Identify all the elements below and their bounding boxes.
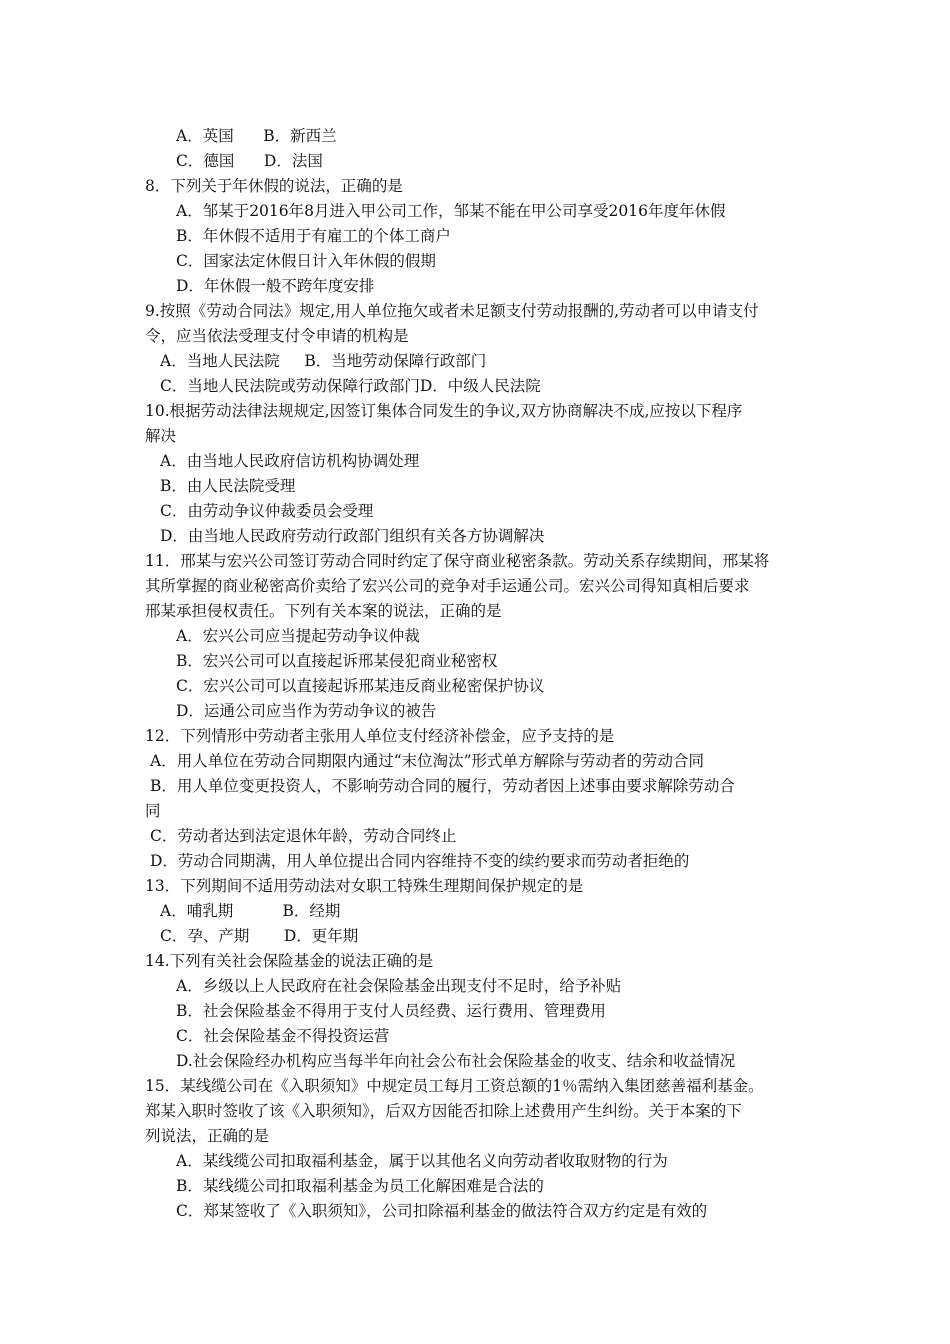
question-15-cont-1: 郑某入职时签收了该《入职须知》，后双方因能否扣除上述费用产生纠纷。关于本案的下 [145, 1102, 742, 1120]
question-10-cont: 解决 [145, 427, 177, 445]
q11-option-a: A．宏兴公司应当提起劳动争议仲裁 [176, 627, 420, 645]
q8-option-d: D．年休假一般不跨年度安排 [176, 277, 375, 295]
q10-option-d: D．由当地人民政府劳动行政部门组织有关各方协调解决 [160, 527, 545, 545]
question-8: 8．下列关于年休假的说法，正确的是 [145, 177, 403, 195]
q9-options-cd: C．当地人民法院或劳动保障行政部门D．中级人民法院 [160, 377, 541, 395]
question-15: 15．某线缆公司在《入职须知》中规定员工每月工资总额的1％需纳入集团慈善福利基金。 [145, 1077, 764, 1095]
q13-options-ab: A．哺乳期 B．经期 [160, 902, 341, 920]
question-12: 12．下列情形中劳动者主张用人单位支付经济补偿金，应予支持的是 [145, 727, 615, 745]
q14-option-d: D.社会保险经办机构应当每半年向社会公布社会保险基金的收支、结余和收益情况 [176, 1052, 736, 1070]
q11-option-d: D．运通公司应当作为劳动争议的被告 [176, 702, 437, 720]
question-11: 11．邢某与宏兴公司签订劳动合同时约定了保守商业秘密条款。劳动关系存续期间，邢某将 [145, 552, 770, 570]
q7-options-ab: A．英国 B．新西兰 [176, 127, 337, 145]
q11-option-c: C．宏兴公司可以直接起诉邢某违反商业秘密保护协议 [176, 677, 545, 695]
q14-option-b: B．社会保险基金不得用于支付人员经费、运行费用、管理费用 [176, 1002, 606, 1020]
q8-option-a: A．邹某于2016年8月进入甲公司工作，邹某不能在甲公司享受2016年度年休假 [176, 202, 726, 220]
q7-options-cd: C．德国 D．法国 [176, 152, 323, 170]
question-9: 9.按照《劳动合同法》规定,用人单位拖欠或者未足额支付劳动报酬的,劳动者可以申请支付 [145, 302, 759, 320]
q14-option-c: C．社会保险基金不得投资运营 [176, 1027, 390, 1045]
question-11-cont-2: 邢某承担侵权责任。下列有关本案的说法，正确的是 [145, 602, 502, 620]
q10-option-b: B．由人民法院受理 [160, 477, 296, 495]
q14-option-a: A．乡级以上人民政府在社会保险基金出现支付不足时，给予补贴 [176, 977, 622, 995]
q12-option-c: C．劳动者达到法定退休年龄，劳动合同终止 [150, 827, 457, 845]
question-15-cont-2: 列说法，正确的是 [145, 1127, 270, 1145]
q11-option-b: B．宏兴公司可以直接起诉邢某侵犯商业秘密权 [176, 652, 498, 670]
q15-option-a: A．某线缆公司扣取福利基金，属于以其他名义向劳动者收取财物的行为 [176, 1152, 668, 1170]
question-14: 14.下列有关社会保险基金的说法正确的是 [145, 952, 434, 970]
q15-option-c: C．郑某签收了《入职须知》，公司扣除福利基金的做法符合双方约定是有效的 [176, 1202, 708, 1220]
q15-option-b: B．某线缆公司扣取福利基金为员工化解困难是合法的 [176, 1177, 544, 1195]
q8-option-c: C．国家法定休假日计入年休假的假期 [176, 252, 436, 270]
q8-option-b: B．年休假不适用于有雇工的个体工商户 [176, 227, 451, 245]
q12-option-a: A．用人单位在劳动合同期限内通过“末位淘汰”形式单方解除与劳动者的劳动合同 [150, 752, 705, 770]
q13-options-cd: C．孕、产期 D．更年期 [160, 927, 359, 945]
q12-option-b: B．用人单位变更投资人，不影响劳动合同的履行，劳动者因上述事由要求解除劳动合 [150, 777, 735, 795]
q10-option-a: A．由当地人民政府信访机构协调处理 [160, 452, 420, 470]
q12-option-b-cont: 同 [145, 802, 161, 820]
question-13: 13．下列期间不适用劳动法对女职工特殊生理期间保护规定的是 [145, 877, 584, 895]
q12-option-d: D．劳动合同期满，用人单位提出合同内容维持不变的续约要求而劳动者拒绝的 [150, 852, 690, 870]
q9-options-ab: A．当地人民法院 B．当地劳动保障行政部门 [160, 352, 487, 370]
question-9-cont: 令，应当依法受理支付令申请的机构是 [145, 327, 409, 345]
question-11-cont-1: 其所掌握的商业秘密高价卖给了宏兴公司的竞争对手运通公司。宏兴公司得知真相后要求 [145, 577, 750, 595]
q10-option-c: C．由劳动争议仲裁委员会受理 [160, 502, 374, 520]
question-10: 10.根据劳动法律法规规定,因签订集体合同发生的争议,双方协商解决不成,应按以下程序 [145, 402, 743, 420]
